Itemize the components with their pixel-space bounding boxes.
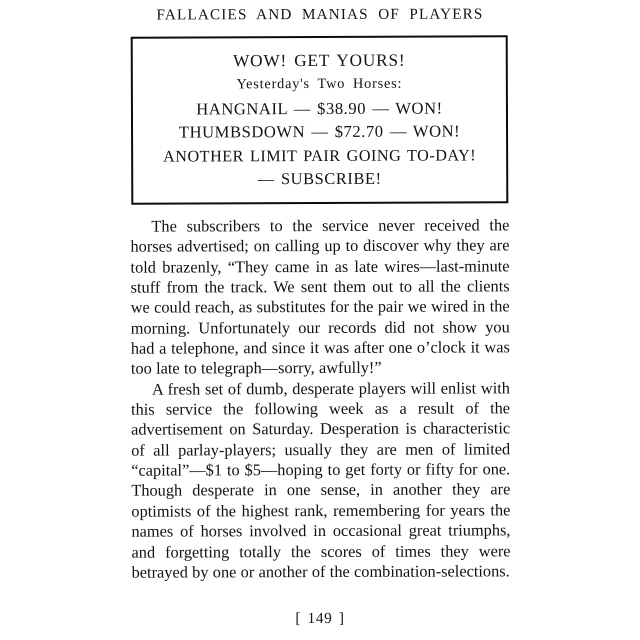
paragraph: The subscribers to the service never received the horses advertised; on calling up to discover why they are told brazenly, “They came in as late wires—last-minute stuff from the track. We sent them out to all the clients we could reach, as substitutes for the pair we wired in the morning. Unfortunately our records did not show you had a telephone, and since it was after one o’clock it was too late to telegraph—sorry, awfully!” xyxy=(130,215,510,379)
running-head: FALLACIES AND MANIAS OF PLAYERS xyxy=(156,5,484,24)
ad-promo-line: ANOTHER LIMIT PAIR GOING TO-DAY! xyxy=(163,146,477,166)
ad-subheadline: Yesterday's Two Horses: xyxy=(236,75,403,93)
ad-call-to-action: — SUBSCRIBE! xyxy=(257,168,382,189)
advertisement-box xyxy=(131,35,509,204)
ad-horse-line-2: THUMBSDOWN — $72.70 — WON! xyxy=(178,121,461,142)
body-text xyxy=(130,215,510,583)
paragraph: A fresh set of dumb, desperate players will enlist with this service the following week as a result of the advertisement on Saturday. Desperation is characteristic of all parlay-players; usually they are men of limited “capital”—$1 to $5—hoping to get forty or fifty for one. Though desperate in one sense, in another they are optimists of the highest rank, remembering for years the names of horses involved in occasional great triumphs, and forgetting totally the scores of times they were betrayed by one or another of the combination-selections. xyxy=(131,378,511,582)
ad-horse-line-1: HANGNAIL — $38.90 — WON! xyxy=(196,98,443,118)
page-number: [ 149 ] xyxy=(295,609,345,628)
advertisement-content xyxy=(133,37,507,188)
ad-headline: WOW! GET YOURS! xyxy=(233,50,406,71)
